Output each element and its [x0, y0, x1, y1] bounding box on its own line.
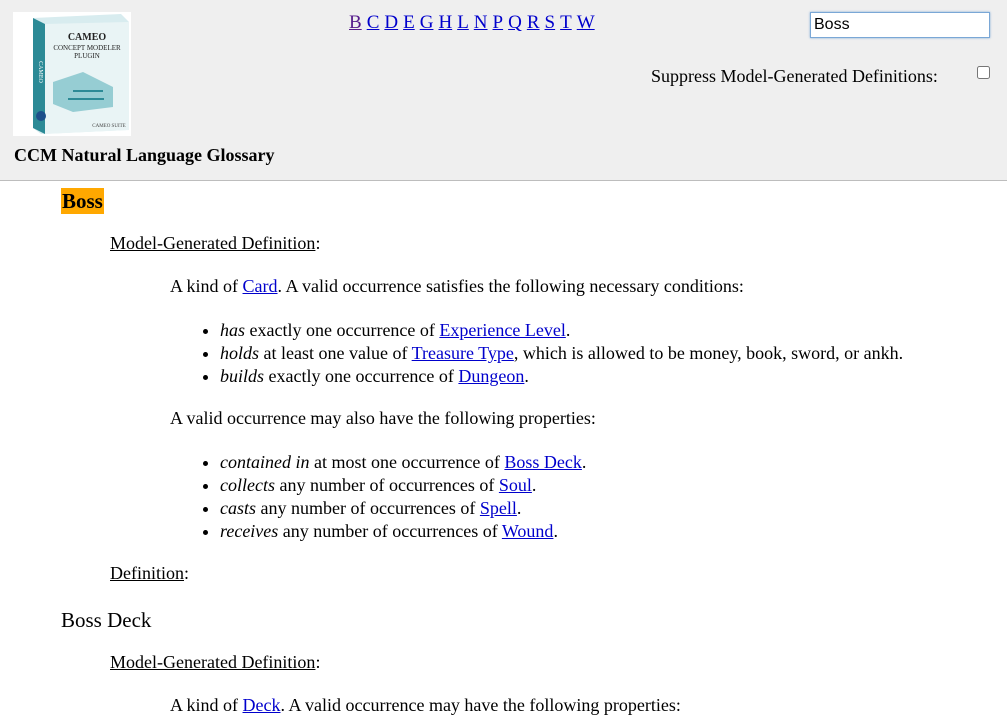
list-item [220, 319, 903, 342]
term-heading-boss: Boss [62, 189, 103, 213]
letter-link-l[interactable]: L [457, 12, 469, 33]
letter-link-r[interactable]: R [526, 12, 540, 33]
letter-link-c[interactable]: C [366, 12, 380, 33]
link-experience-level[interactable]: Experience Level [439, 320, 566, 340]
condition-text: exactly one occurrence of [245, 320, 440, 340]
intro-suffix: . A valid occurrence satisfies the following necessary conditions: [277, 276, 744, 296]
condition-list [200, 319, 903, 388]
definition-heading: Definition: [110, 563, 190, 583]
logo-text-top: CAMEO [67, 32, 107, 43]
link-soul[interactable]: Soul [498, 475, 532, 495]
model-definition-label: Model-Generated Definition [110, 233, 316, 253]
search-input[interactable] [810, 12, 990, 38]
property-verb: receives [220, 521, 279, 541]
letter-link-w[interactable]: W [576, 12, 595, 33]
cameo-logo [13, 12, 131, 136]
property-post: . [516, 498, 522, 518]
page-title: CCM Natural Language Glossary [14, 145, 275, 165]
property-verb: contained in [220, 452, 310, 472]
link-dungeon[interactable]: Dungeon [458, 366, 525, 386]
letter-link-d[interactable]: D [384, 12, 399, 33]
intro-prefix: A kind of [170, 276, 243, 296]
link-card[interactable]: Card [242, 276, 278, 296]
condition-text: at least one value of [259, 343, 412, 363]
letter-link-e[interactable]: E [403, 12, 415, 33]
list-item [220, 474, 586, 497]
condition-verb: holds [220, 343, 260, 363]
property-text: any number of occurrences of [274, 475, 499, 495]
condition-verb: has [220, 320, 246, 340]
letter-link-n[interactable]: N [473, 12, 488, 33]
model-definition-heading: Model-Generated Definition: [110, 652, 321, 672]
letter-link-h[interactable]: H [438, 12, 453, 33]
letter-index [349, 12, 600, 34]
logo-text-line2: CONCEPT MODELER [53, 44, 121, 52]
logo-text-line3: PLUGIN [74, 52, 100, 60]
boss-deck-intro [170, 695, 681, 716]
letter-link-t[interactable]: T [560, 12, 572, 33]
condition-post: , which is allowed to be money, book, sword, or ankh. [513, 343, 904, 363]
property-post: . [553, 521, 558, 541]
suppress-label: Suppress Model-Generated Definitions: [651, 66, 938, 86]
link-spell[interactable]: Spell [479, 498, 517, 518]
boss-intro [170, 276, 744, 297]
letter-link-p[interactable]: P [492, 12, 504, 33]
logo-text-side: CAMEO [37, 61, 43, 83]
list-item [220, 342, 903, 365]
link-treasure-type[interactable]: Treasure Type [411, 343, 514, 363]
property-text: at most one occurrence of [309, 452, 505, 472]
definition-label: Definition [110, 563, 184, 583]
list-item [220, 520, 586, 543]
model-definition-heading: Model-Generated Definition: [110, 233, 321, 253]
property-text: any number of occurrences of [256, 498, 480, 518]
properties-intro: A valid occurrence may also have the following properties: [170, 408, 596, 428]
list-item [220, 497, 586, 520]
condition-verb: builds [220, 366, 265, 386]
property-verb: collects [220, 475, 275, 495]
link-wound[interactable]: Wound [501, 521, 554, 541]
letter-link-g[interactable]: G [419, 12, 434, 33]
intro-suffix: . A valid occurrence may have the following properties: [280, 695, 681, 715]
link-deck[interactable]: Deck [242, 695, 281, 715]
page-header [0, 0, 1007, 181]
model-definition-label: Model-Generated Definition [110, 652, 316, 672]
list-item [220, 365, 903, 388]
letter-link-b[interactable]: B [349, 12, 362, 33]
intro-prefix: A kind of [170, 695, 243, 715]
property-post: . [581, 452, 587, 472]
list-item [220, 451, 586, 474]
suppress-checkbox[interactable] [977, 66, 990, 79]
property-list [200, 451, 586, 543]
condition-text: exactly one occurrence of [264, 366, 459, 386]
condition-post: . [565, 320, 571, 340]
term-heading-boss-deck: Boss Deck [61, 608, 152, 632]
logo-text-footer: CAMEO SUITE [92, 124, 126, 129]
property-verb: casts [220, 498, 256, 518]
property-post: . [531, 475, 537, 495]
property-text: any number of occurrences of [278, 521, 502, 541]
letter-link-s[interactable]: S [544, 12, 556, 33]
condition-post: . [524, 366, 529, 386]
link-boss-deck[interactable]: Boss Deck [504, 452, 582, 472]
letter-link-q[interactable]: Q [508, 12, 522, 33]
